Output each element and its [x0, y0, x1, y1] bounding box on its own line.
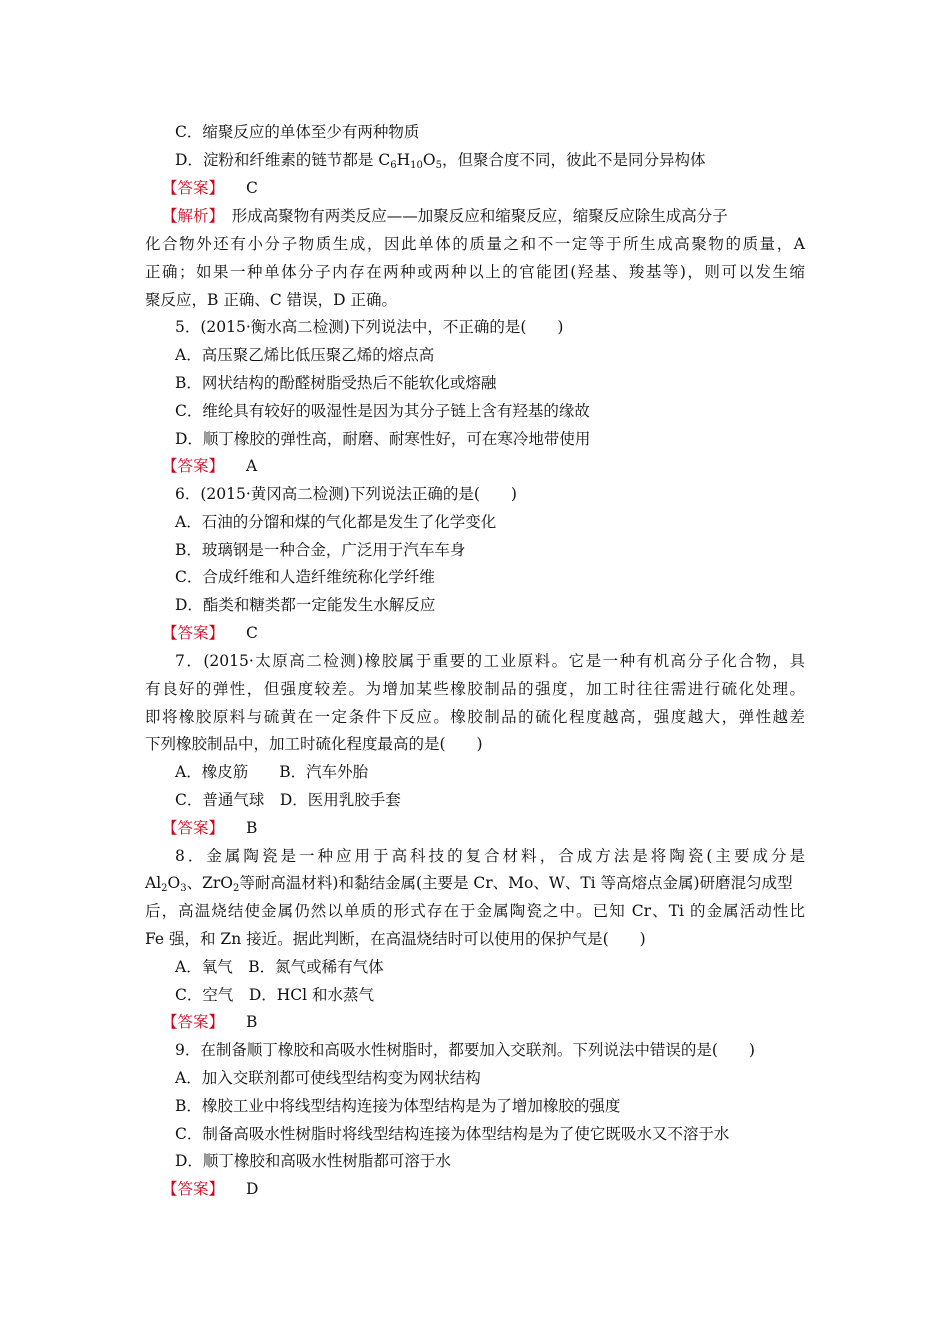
formula-al: Al [145, 874, 162, 892]
q6-option-a: A．石油的分馏和煤的气化都是发生了化学变化 [175, 513, 497, 531]
answer-label: 【答案】 [162, 457, 225, 475]
q7-stem-line-4: 下列橡胶制品中，加工时硫化程度最高的是( ) [145, 735, 483, 753]
q6-answer [162, 623, 258, 643]
q4-explanation-line-3: 正确；如果一种单体分子内存在两种或两种以上的官能团(羟基、羧基等)，则可以发生缩 [145, 263, 805, 281]
q9-stem: 9．在制备顺丁橡胶和高吸水性树脂时，都要加入交联剂。下列说法中错误的是( ) [175, 1041, 755, 1059]
q8-stem-line-3: 后，高温烧结使金属仍然以单质的形式存在于金属陶瓷之中。已知 Cr、Ti 的金属活动性比 [145, 902, 805, 920]
answer-value: C [246, 179, 258, 197]
q4-option-d-text: D．淀粉和纤维素的链节都是 C [175, 151, 391, 169]
subscript: 3 [180, 883, 187, 894]
answer-label: 【答案】 [162, 1180, 225, 1198]
answer-label: 【答案】 [162, 819, 225, 837]
q9-answer [162, 1179, 258, 1199]
answer-value: B [246, 1013, 258, 1031]
formula-o: O [167, 874, 181, 892]
subscript: 5 [435, 160, 442, 171]
q8-options-cd: C．空气 D．HCl 和水蒸气 [175, 986, 375, 1004]
answer-label: 【答案】 [162, 179, 225, 197]
q4-answer [162, 178, 258, 198]
q4-option-d-rest: ，但聚合度不同，彼此不是同分异构体 [441, 151, 706, 169]
q4-explanation-line-2: 化合物外还有小分子物质生成，因此单体的质量之和不一定等于所生成高聚物的质量，A [145, 235, 805, 253]
q6-option-b: B．玻璃钢是一种合金，广泛用于汽车车身 [175, 541, 466, 559]
q7-stem-line-2: 有良好的弹性，但强度较差。为增加某些橡胶制品的强度，加工时往往需进行硫化处理。 [145, 680, 805, 698]
q6-stem: 6．(2015·黄冈高二检测)下列说法正确的是( ) [175, 485, 517, 503]
q7-options-cd: C．普通气球 D．医用乳胶手套 [175, 791, 401, 809]
q4-option-d-o: O [422, 151, 436, 169]
q5-option-a: A．高压聚乙烯比低压聚乙烯的熔点高 [175, 346, 435, 364]
q4-option-d [175, 150, 705, 170]
q5-option-d: D．顺丁橡胶的弹性高，耐磨、耐寒性好，可在寒冷地带使用 [175, 430, 591, 448]
explain-text: 形成高聚物有两类反应——加聚反应和缩聚反应，缩聚反应除生成高分子 [216, 207, 728, 225]
formula-zro: 、ZrO [186, 874, 234, 892]
subscript: 2 [233, 883, 240, 894]
answer-label: 【答案】 [162, 624, 225, 642]
q4-option-c: C．缩聚反应的单体至少有两种物质 [175, 123, 420, 141]
subscript: 6 [390, 160, 397, 171]
subscript: 2 [161, 883, 168, 894]
q9-option-b: B．橡胶工业中将线型结构连接为体型结构是为了增加橡胶的强度 [175, 1097, 621, 1115]
q5-stem: 5．(2015·衡水高二检测)下列说法中，不正确的是( ) [175, 318, 564, 336]
q7-stem-line-1: 7．(2015·太原高二检测)橡胶属于重要的工业原料。它是一种有机高分子化合物，具 [175, 652, 805, 670]
q6-option-d: D．酯类和糖类都一定能发生水解反应 [175, 596, 436, 614]
answer-value: D [246, 1180, 259, 1198]
explain-label: 【解析】 [162, 207, 217, 225]
q9-option-a: A．加入交联剂都可使线型结构变为网状结构 [175, 1069, 481, 1087]
q8-stem-line-1: 8．金属陶瓷是一种应用于高科技的复合材料，合成方法是将陶瓷(主要成分是 [175, 847, 805, 865]
subscript: 10 [410, 160, 423, 171]
q5-answer [162, 456, 257, 476]
q6-option-c: C．合成纤维和人造纤维统称化学纤维 [175, 568, 435, 586]
q7-stem-line-3: 即将橡胶原料与硫黄在一定条件下反应。橡胶制品的硫化程度越高，强度越大，弹性越差 [145, 708, 805, 726]
q7-options-ab: A．橡皮筋 B．汽车外胎 [175, 763, 369, 781]
q8-options-ab: A．氧气 B．氮气或稀有气体 [175, 958, 384, 976]
q4-explanation-line-1 [162, 206, 728, 226]
answer-value: C [246, 624, 258, 642]
answer-value: B [246, 819, 258, 837]
q9-option-d: D．顺丁橡胶和高吸水性树脂都可溶于水 [175, 1152, 451, 1170]
q9-option-c: C．制备高吸水性树脂时将线型结构连接为体型结构是为了使它既吸水又不溶于水 [175, 1125, 730, 1143]
q8-answer [162, 1012, 257, 1032]
q7-answer [162, 818, 257, 838]
q4-explanation-line-4: 聚反应，B 正确、C 错误，D 正确。 [145, 291, 397, 309]
answer-label: 【答案】 [162, 1013, 225, 1031]
q4-option-d-h: H [396, 151, 411, 169]
q8-stem-line-2-text: 等耐高温材料)和黏结金属(主要是 Cr、Mo、W、Ti 等高熔点金属)研磨混匀成型 [239, 874, 793, 892]
q5-option-c: C．维纶具有较好的吸湿性是因为其分子链上含有羟基的缘故 [175, 402, 590, 420]
q8-stem-line-2 [145, 873, 793, 893]
q8-stem-line-4: Fe 强，和 Zn 接近。据此判断，在高温烧结时可以使用的保护气是( ) [145, 930, 646, 948]
answer-value: A [246, 457, 258, 475]
q5-option-b: B．网状结构的酚醛树脂受热后不能软化或熔融 [175, 374, 497, 392]
